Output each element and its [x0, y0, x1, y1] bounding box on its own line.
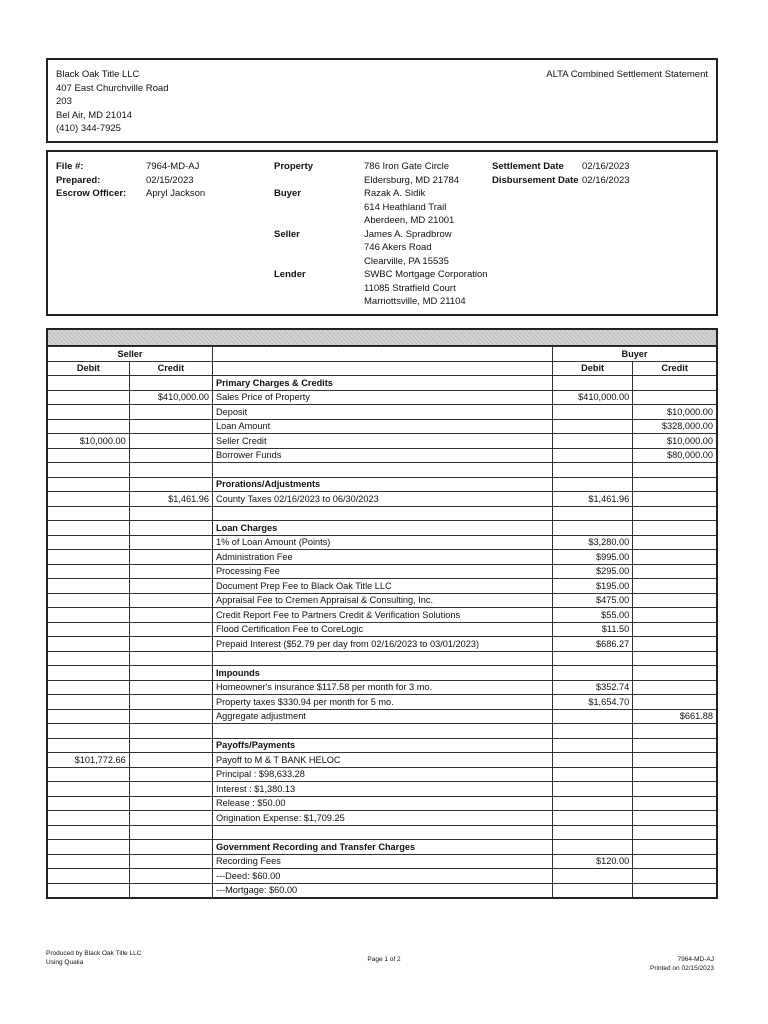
disbursement-date-label: Disbursement Date — [492, 174, 579, 186]
buyer-debit-cell — [552, 811, 632, 826]
buyer-credit-cell — [633, 376, 717, 391]
escrow-officer: Apryl Jackson — [146, 188, 206, 199]
lender-line: SWBC Mortgage Corporation — [364, 269, 488, 280]
file-labels — [56, 160, 126, 201]
seller-credit-cell — [129, 579, 212, 594]
description-cell: Aggregate adjustment — [212, 709, 552, 724]
buyer-credit-cell — [633, 492, 717, 507]
buyer-credit-cell — [633, 782, 717, 797]
buyer-credit-cell — [633, 738, 717, 753]
section-header-row — [47, 666, 717, 681]
table-row — [47, 753, 717, 768]
description-cell: Document Prep Fee to Black Oak Title LLC — [212, 579, 552, 594]
seller-debit-cell — [47, 492, 129, 507]
buyer-debit-cell: $1,654.70 — [552, 695, 632, 710]
settlement-table — [46, 328, 718, 899]
description-cell: Impounds — [212, 666, 552, 681]
seller-credit-cell — [129, 753, 212, 768]
seller-column-header: Seller — [47, 347, 212, 362]
prepared-date: 02/15/2023 — [146, 174, 194, 186]
seller-debit-cell — [47, 419, 129, 434]
seller-credit-cell — [129, 854, 212, 869]
seller-debit-cell — [47, 579, 129, 594]
buyer-debit-cell: $995.00 — [552, 550, 632, 565]
charges-table — [46, 346, 718, 899]
buyer-debit-cell — [552, 753, 632, 768]
seller-credit-cell — [129, 477, 212, 492]
seller-credit-cell — [129, 405, 212, 420]
seller-debit-cell — [47, 840, 129, 855]
description-cell: Government Recording and Transfer Charges — [212, 840, 552, 855]
buyer-debit-cell: $11.50 — [552, 622, 632, 637]
date-labels — [492, 160, 579, 187]
seller-debit-cell — [47, 535, 129, 550]
description-cell — [212, 463, 552, 478]
seller-credit-cell — [129, 724, 212, 739]
seller-debit-cell — [47, 680, 129, 695]
seller-credit-header: Credit — [129, 361, 212, 376]
table-row — [47, 405, 717, 420]
buyer-credit-cell — [633, 825, 717, 840]
seller-debit-cell — [47, 883, 129, 898]
company-suite: 203 — [56, 96, 72, 108]
seller-debit-cell — [47, 724, 129, 739]
seller-credit-cell — [129, 550, 212, 565]
page-number: Page 1 of 2 — [367, 956, 401, 963]
seller-debit-cell — [47, 811, 129, 826]
buyer-debit-cell — [552, 709, 632, 724]
buyer-debit-cell — [552, 869, 632, 884]
description-cell: 1% of Loan Amount (Points) — [212, 535, 552, 550]
buyer-credit-cell — [633, 695, 717, 710]
seller-debit-cell — [47, 608, 129, 623]
buyer-credit-cell — [633, 608, 717, 623]
buyer-credit-cell — [633, 840, 717, 855]
seller-debit-cell — [47, 463, 129, 478]
disbursement-date: 02/16/2023 — [582, 174, 630, 186]
description-cell: Property taxes $330.94 per month for 5 mo. — [212, 695, 552, 710]
buyer-credit-cell — [633, 680, 717, 695]
table-row — [47, 854, 717, 869]
table-row — [47, 535, 717, 550]
table-shaded-header — [46, 328, 718, 346]
buyer-debit-cell: $195.00 — [552, 579, 632, 594]
description-cell: Release : $50.00 — [212, 796, 552, 811]
buyer-credit-cell — [633, 535, 717, 550]
seller-credit-cell: $410,000.00 — [129, 390, 212, 405]
buyer-debit-cell — [552, 738, 632, 753]
description-cell: Interest : $1,380.13 — [212, 782, 552, 797]
buyer-credit-cell — [633, 869, 717, 884]
buyer-credit-cell — [633, 564, 717, 579]
using-software: Using Qualia — [46, 958, 84, 966]
footer-file-info — [650, 956, 714, 973]
description-cell: Flood Certification Fee to CoreLogic — [212, 622, 552, 637]
buyer-credit-cell: $10,000.00 — [633, 434, 717, 449]
table-row — [47, 869, 717, 884]
file-number: 7964-MD-AJ — [146, 161, 200, 172]
footer-producer — [46, 950, 141, 967]
description-cell: Seller Credit — [212, 434, 552, 449]
section-header-row — [47, 521, 717, 536]
table-row — [47, 796, 717, 811]
file-info — [46, 150, 718, 316]
footer-file-number: 7964-MD-AJ — [677, 956, 714, 963]
table-row — [47, 680, 717, 695]
buyer-credit-cell — [633, 550, 717, 565]
table-row — [47, 492, 717, 507]
party-header-row — [47, 347, 717, 362]
seller-credit-cell — [129, 463, 212, 478]
buyer-label: Buyer — [274, 188, 301, 199]
table-row — [47, 695, 717, 710]
party-labels — [274, 160, 313, 282]
buyer-credit-cell — [633, 637, 717, 652]
company-city: Bel Air, MD 21014 — [56, 109, 133, 121]
section-header-row — [47, 477, 717, 492]
table-row — [47, 593, 717, 608]
buyer-debit-cell — [552, 419, 632, 434]
buyer-credit-cell: $661.88 — [633, 709, 717, 724]
buyer-debit-cell: $120.00 — [552, 854, 632, 869]
description-cell: Primary Charges & Credits — [212, 376, 552, 391]
prepared-label: Prepared: — [56, 174, 101, 186]
section-header-row — [47, 738, 717, 753]
statement-title: ALTA Combined Settlement Statement — [546, 69, 708, 80]
seller-credit-cell — [129, 680, 212, 695]
seller-credit-cell — [129, 767, 212, 782]
seller-credit-cell — [129, 593, 212, 608]
seller-credit-cell — [129, 651, 212, 666]
date-values — [582, 160, 630, 187]
seller-credit-cell — [129, 666, 212, 681]
buyer-credit-cell — [633, 593, 717, 608]
buyer-credit-cell — [633, 811, 717, 826]
buyer-debit-cell: $1,461.96 — [552, 492, 632, 507]
buyer-debit-cell — [552, 521, 632, 536]
description-cell: Payoffs/Payments — [212, 738, 552, 753]
seller-debit-cell — [47, 506, 129, 521]
seller-credit-cell — [129, 695, 212, 710]
description-cell: Loan Amount — [212, 419, 552, 434]
seller-credit-cell — [129, 521, 212, 536]
table-row — [47, 434, 717, 449]
buyer-credit-cell — [633, 390, 717, 405]
table-row — [47, 825, 717, 840]
buyer-debit-cell — [552, 448, 632, 463]
seller-debit-cell — [47, 695, 129, 710]
seller-credit-cell — [129, 840, 212, 855]
table-row — [47, 550, 717, 565]
description-cell: Prepaid Interest ($52.79 per day from 02/16/2023 to 03/01/2023) — [212, 637, 552, 652]
buyer-debit-cell: $352.74 — [552, 680, 632, 695]
table-row — [47, 608, 717, 623]
buyer-credit-cell — [633, 767, 717, 782]
buyer-credit-cell — [633, 506, 717, 521]
seller-credit-cell — [129, 434, 212, 449]
lender-label: Lender — [274, 269, 306, 280]
seller-debit-cell — [47, 376, 129, 391]
description-cell — [212, 651, 552, 666]
description-cell: ---Mortgage: $60.00 — [212, 883, 552, 898]
seller-credit-cell — [129, 796, 212, 811]
seller-credit-cell — [129, 419, 212, 434]
seller-credit-cell — [129, 535, 212, 550]
buyer-line: 614 Heathland Trail — [364, 201, 447, 213]
description-cell: Payoff to M & T BANK HELOC — [212, 753, 552, 768]
seller-debit-cell — [47, 405, 129, 420]
company-street: 407 East Churchville Road — [56, 82, 169, 94]
buyer-debit-cell — [552, 782, 632, 797]
description-cell: Homeowner's insurance $117.58 per month for 3 mo. — [212, 680, 552, 695]
seller-debit-cell — [47, 521, 129, 536]
seller-debit-cell — [47, 738, 129, 753]
table-row — [47, 506, 717, 521]
property-line: Eldersburg, MD 21784 — [364, 174, 460, 186]
buyer-credit-cell: $328,000.00 — [633, 419, 717, 434]
description-cell: Principal : $98,633.28 — [212, 767, 552, 782]
buyer-line: Razak A. Sidik — [364, 188, 426, 199]
buyer-credit-cell — [633, 521, 717, 536]
table-row — [47, 782, 717, 797]
description-cell: ---Deed: $60.00 — [212, 869, 552, 884]
buyer-credit-cell — [633, 666, 717, 681]
buyer-debit-cell: $3,280.00 — [552, 535, 632, 550]
seller-line: Clearville, PA 15535 — [364, 255, 449, 267]
description-cell: Administration Fee — [212, 550, 552, 565]
seller-debit-cell — [47, 448, 129, 463]
settlement-date: 02/16/2023 — [582, 161, 630, 172]
seller-debit-cell — [47, 666, 129, 681]
seller-debit-cell — [47, 477, 129, 492]
seller-credit-cell — [129, 883, 212, 898]
description-cell — [212, 506, 552, 521]
seller-credit-cell — [129, 738, 212, 753]
seller-credit-cell — [129, 869, 212, 884]
escrow-officer-label: Escrow Officer: — [56, 188, 127, 199]
buyer-debit-cell — [552, 376, 632, 391]
buyer-debit-cell — [552, 840, 632, 855]
description-cell: Origination Expense: $1,709.25 — [212, 811, 552, 826]
buyer-credit-cell — [633, 796, 717, 811]
description-cell — [212, 825, 552, 840]
printed-on: Printed on 02/15/2023 — [650, 964, 714, 972]
seller-debit-cell — [47, 854, 129, 869]
buyer-credit-cell — [633, 883, 717, 898]
table-row — [47, 579, 717, 594]
buyer-debit-cell — [552, 434, 632, 449]
table-row — [47, 811, 717, 826]
buyer-debit-cell — [552, 767, 632, 782]
seller-debit-cell — [47, 651, 129, 666]
buyer-credit-cell: $10,000.00 — [633, 405, 717, 420]
property-line: 786 Iron Gate Circle — [364, 161, 450, 172]
seller-line: 746 Akers Road — [364, 242, 432, 253]
buyer-debit-cell — [552, 825, 632, 840]
description-cell: Credit Report Fee to Partners Credit & Verification Solutions — [212, 608, 552, 623]
seller-credit-cell — [129, 709, 212, 724]
buyer-debit-cell: $686.27 — [552, 637, 632, 652]
seller-debit-cell — [47, 593, 129, 608]
seller-credit-cell — [129, 782, 212, 797]
buyer-debit-cell — [552, 724, 632, 739]
buyer-debit-cell — [552, 651, 632, 666]
description-cell: Appraisal Fee to Cremen Appraisal & Consulting, Inc. — [212, 593, 552, 608]
seller-debit-cell — [47, 564, 129, 579]
buyer-debit-cell — [552, 883, 632, 898]
buyer-credit-header: Credit — [633, 361, 717, 376]
lender-line: 11085 Stratfield Court — [364, 282, 456, 294]
buyer-credit-cell — [633, 463, 717, 478]
description-cell: Recording Fees — [212, 854, 552, 869]
buyer-credit-cell — [633, 622, 717, 637]
buyer-debit-cell: $410,000.00 — [552, 390, 632, 405]
seller-debit-cell — [47, 709, 129, 724]
company-name: Black Oak Title LLC — [56, 69, 140, 80]
buyer-credit-cell: $80,000.00 — [633, 448, 717, 463]
company-phone: (410) 344-7925 — [56, 123, 121, 135]
buyer-debit-cell: $55.00 — [552, 608, 632, 623]
buyer-column-header: Buyer — [552, 347, 717, 362]
property-label: Property — [274, 161, 314, 172]
buyer-credit-cell — [633, 579, 717, 594]
buyer-debit-cell: $295.00 — [552, 564, 632, 579]
seller-line: James A. Spradbrow — [364, 228, 452, 240]
section-header-row — [47, 376, 717, 391]
table-row — [47, 564, 717, 579]
seller-debit-cell — [47, 637, 129, 652]
seller-credit-cell — [129, 637, 212, 652]
table-row — [47, 724, 717, 739]
seller-credit-cell: $1,461.96 — [129, 492, 212, 507]
buyer-debit-cell — [552, 506, 632, 521]
seller-credit-cell — [129, 608, 212, 623]
table-row — [47, 767, 717, 782]
seller-credit-cell — [129, 376, 212, 391]
section-header-row — [47, 840, 717, 855]
buyer-debit-cell — [552, 666, 632, 681]
lender-line: Marriottsville, MD 21104 — [364, 296, 466, 307]
debit-credit-header-row — [47, 361, 717, 376]
buyer-debit-cell — [552, 477, 632, 492]
buyer-debit-header: Debit — [552, 361, 632, 376]
buyer-debit-cell — [552, 405, 632, 420]
description-cell: Sales Price of Property — [212, 390, 552, 405]
buyer-debit-cell — [552, 796, 632, 811]
buyer-credit-cell — [633, 724, 717, 739]
settlement-date-label: Settlement Date — [492, 161, 564, 172]
file-number-label: File #: — [56, 161, 84, 172]
seller-credit-cell — [129, 564, 212, 579]
buyer-line: Aberdeen, MD 21001 — [364, 215, 455, 226]
party-values — [364, 160, 488, 309]
seller-debit-cell: $101,772.66 — [47, 753, 129, 768]
seller-credit-cell — [129, 825, 212, 840]
description-cell: County Taxes 02/16/2023 to 06/30/2023 — [212, 492, 552, 507]
buyer-debit-cell: $475.00 — [552, 593, 632, 608]
seller-debit-cell — [47, 796, 129, 811]
buyer-credit-cell — [633, 753, 717, 768]
seller-label: Seller — [274, 228, 300, 240]
produced-by: Produced by Black Oak Title LLC — [46, 950, 142, 957]
seller-debit-cell — [47, 782, 129, 797]
table-row — [47, 622, 717, 637]
buyer-credit-cell — [633, 651, 717, 666]
seller-credit-cell — [129, 506, 212, 521]
seller-debit-cell — [47, 825, 129, 840]
table-row — [47, 637, 717, 652]
seller-credit-cell — [129, 448, 212, 463]
seller-debit-header: Debit — [47, 361, 129, 376]
seller-debit-cell — [47, 550, 129, 565]
description-cell: Processing Fee — [212, 564, 552, 579]
table-row — [47, 390, 717, 405]
seller-debit-cell — [47, 869, 129, 884]
seller-debit-cell: $10,000.00 — [47, 434, 129, 449]
buyer-credit-cell — [633, 477, 717, 492]
table-row — [47, 883, 717, 898]
description-cell — [212, 724, 552, 739]
description-cell: Borrower Funds — [212, 448, 552, 463]
description-cell: Loan Charges — [212, 521, 552, 536]
seller-debit-cell — [47, 767, 129, 782]
table-row — [47, 709, 717, 724]
seller-credit-cell — [129, 622, 212, 637]
table-row — [47, 651, 717, 666]
table-row — [47, 419, 717, 434]
seller-debit-cell — [47, 390, 129, 405]
file-values — [146, 160, 205, 201]
description-cell: Prorations/Adjustments — [212, 477, 552, 492]
seller-debit-cell — [47, 622, 129, 637]
buyer-debit-cell — [552, 463, 632, 478]
buyer-credit-cell — [633, 854, 717, 869]
seller-credit-cell — [129, 811, 212, 826]
description-cell: Deposit — [212, 405, 552, 420]
company-header — [46, 58, 718, 143]
table-row — [47, 463, 717, 478]
table-row — [47, 448, 717, 463]
